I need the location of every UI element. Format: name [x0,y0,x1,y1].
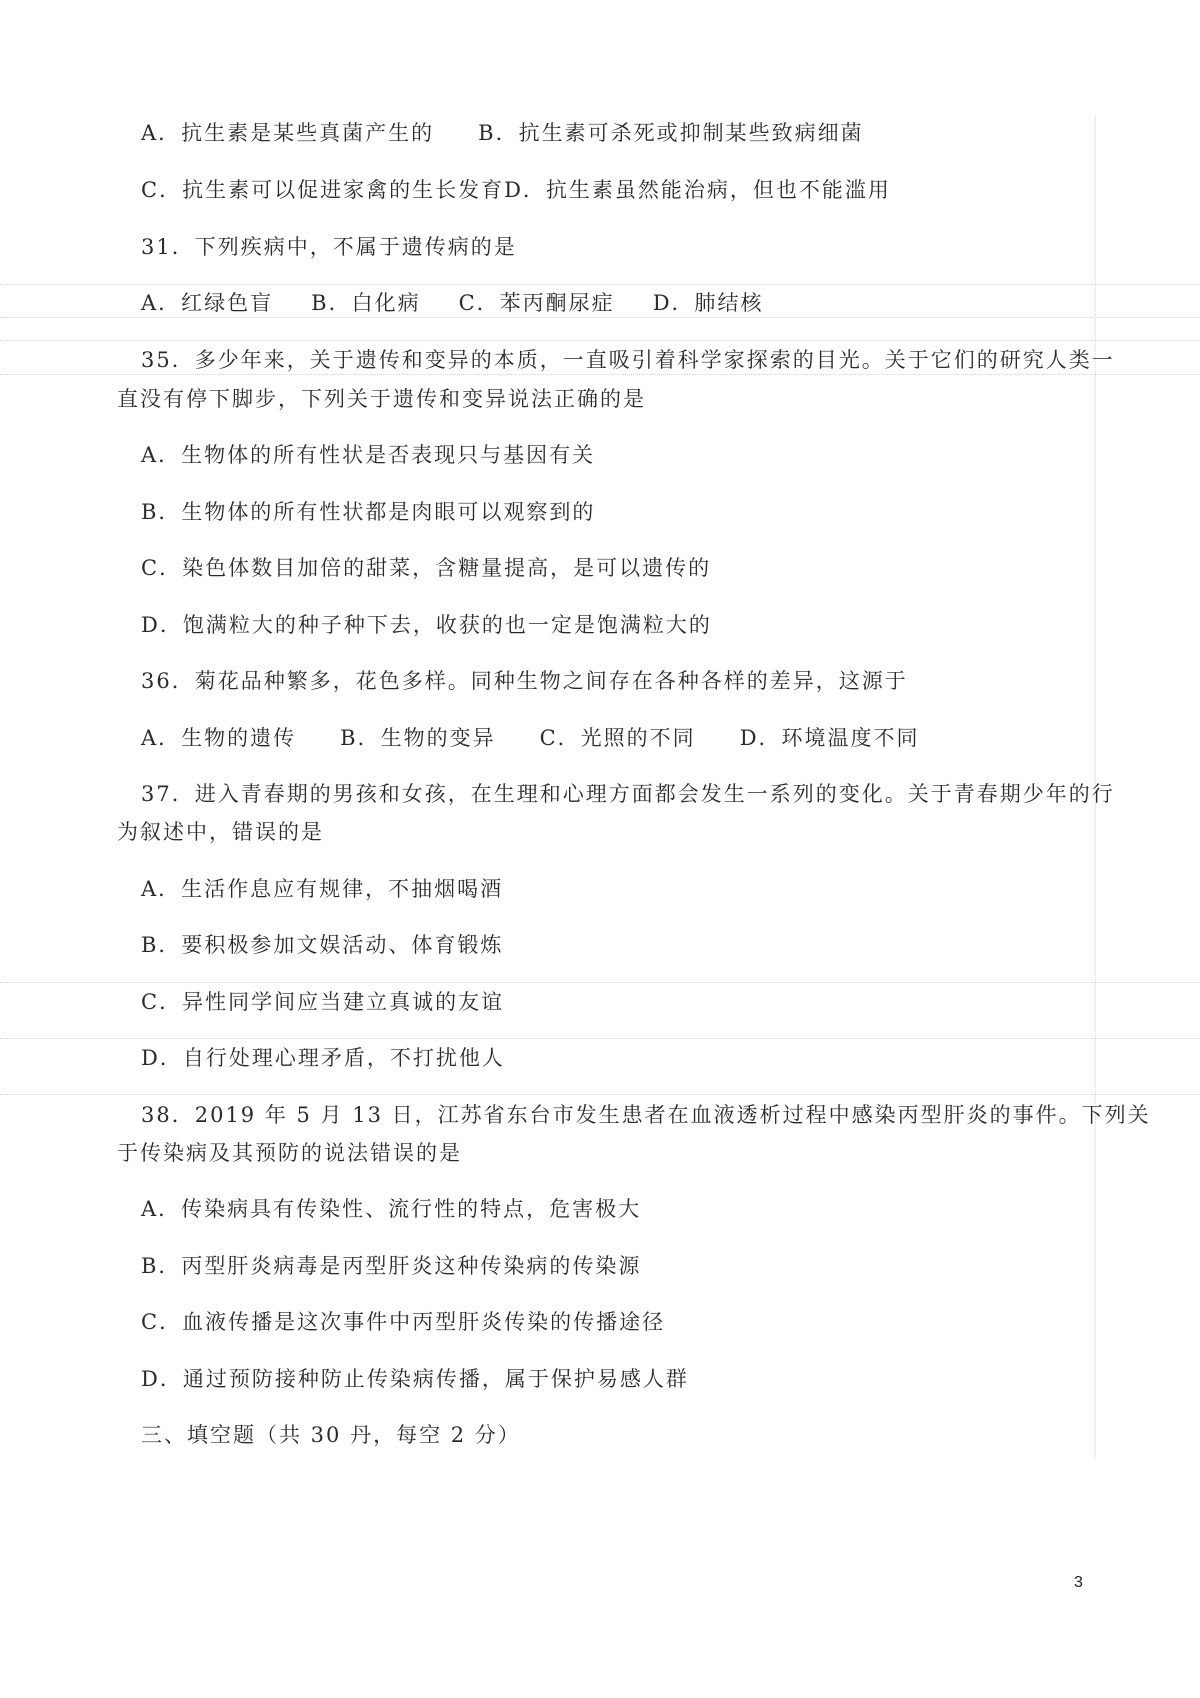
dotted-rule [0,982,1200,985]
dotted-rule [0,340,1200,343]
option-d: D．肺结核 [652,291,764,315]
q37-option-b: B．要积极参加文娱活动、体育锻炼 [141,933,504,957]
q37-option-c: C．异性同学间应当建立真诚的友谊 [141,990,505,1014]
question-37-cont: 为叙述中，错误的是 [117,820,324,844]
question-38: 38．2019 年 5 月 13 日，江苏省东台市发生患者在血液透析过程中感染丙型肝炎的事件。下列关 [141,1103,1151,1127]
q38-option-c: C．血液传播是这次事件中丙型肝炎传染的传播途径 [141,1310,666,1334]
q37-option-d: D．自行处理心理矛盾，不打扰他人 [141,1046,505,1070]
question-31: 31．下列疾病中，不属于遗传病的是 [141,235,517,259]
q38-option-a: A．传染病具有传染性、流行性的特点，危害极大 [141,1197,642,1221]
question-35: 35．多少年来，关于遗传和变异的本质，一直吸引着科学家探索的目光。关于它们的研究人类一 [141,348,1115,372]
option-b: B．生物的变异 [340,726,496,750]
q38-option-b: B．丙型肝炎病毒是丙型肝炎这种传染病的传染源 [141,1254,642,1278]
dotted-rule [0,1038,1200,1041]
option-b: B．白化病 [311,291,421,315]
question-37: 37．进入青春期的男孩和女孩，在生理和心理方面都会发生一系列的变化。关于青春期少年的行 [141,782,1115,806]
q35-option-b: B．生物体的所有性状都是肉眼可以观察到的 [141,500,596,524]
q37-option-a: A．生活作息应有规律，不抽烟喝酒 [141,877,504,901]
dotted-rule [0,317,1200,320]
option-c: C．苯丙酮尿症 [458,291,615,315]
question-35-cont: 直没有停下脚步，下列关于遗传和变异说法正确的是 [117,387,646,411]
q38-option-d: D．通过预防接种防止传染病传播，属于保护易感人群 [141,1367,689,1391]
q35-option-d: D．饱满粒大的种子种下去，收获的也一定是饱满粒大的 [141,613,712,637]
q31-options [141,289,764,317]
dotted-rule [0,284,1200,287]
option-c: C．抗生素可以促进家禽的生长发育 [141,178,505,202]
q30-options-cd [141,176,891,204]
option-c: C．光照的不同 [539,726,696,750]
option-a: A．红绿色盲 [141,291,274,315]
option-a: A．生物的遗传 [141,726,297,750]
page-number: 3 [1074,1574,1083,1591]
dotted-rule [0,374,1200,377]
option-b: B．抗生素可杀死或抑制某些致病细菌 [478,121,864,145]
question-36: 36．菊花品种繁多，花色多样。同种生物之间存在各种各样的差异，这源于 [141,669,908,693]
q35-option-a: A．生物体的所有性状是否表现只与基因有关 [141,443,596,467]
option-a: A．抗生素是某些真菌产生的 [141,121,435,145]
question-38-cont: 于传染病及其预防的说法错误的是 [117,1141,462,1165]
q30-options-ab [141,119,864,147]
option-d: D．环境温度不同 [739,726,920,750]
dotted-rule [0,1094,1200,1097]
q35-option-c: C．染色体数目加倍的甜菜，含糖量提高，是可以遗传的 [141,556,712,580]
section-heading-fill-in: 三、填空题（共 30 丹，每空 2 分） [141,1423,521,1447]
q36-options [141,724,920,752]
option-d: D．抗生素虽然能治病，但也不能滥用 [504,178,891,202]
